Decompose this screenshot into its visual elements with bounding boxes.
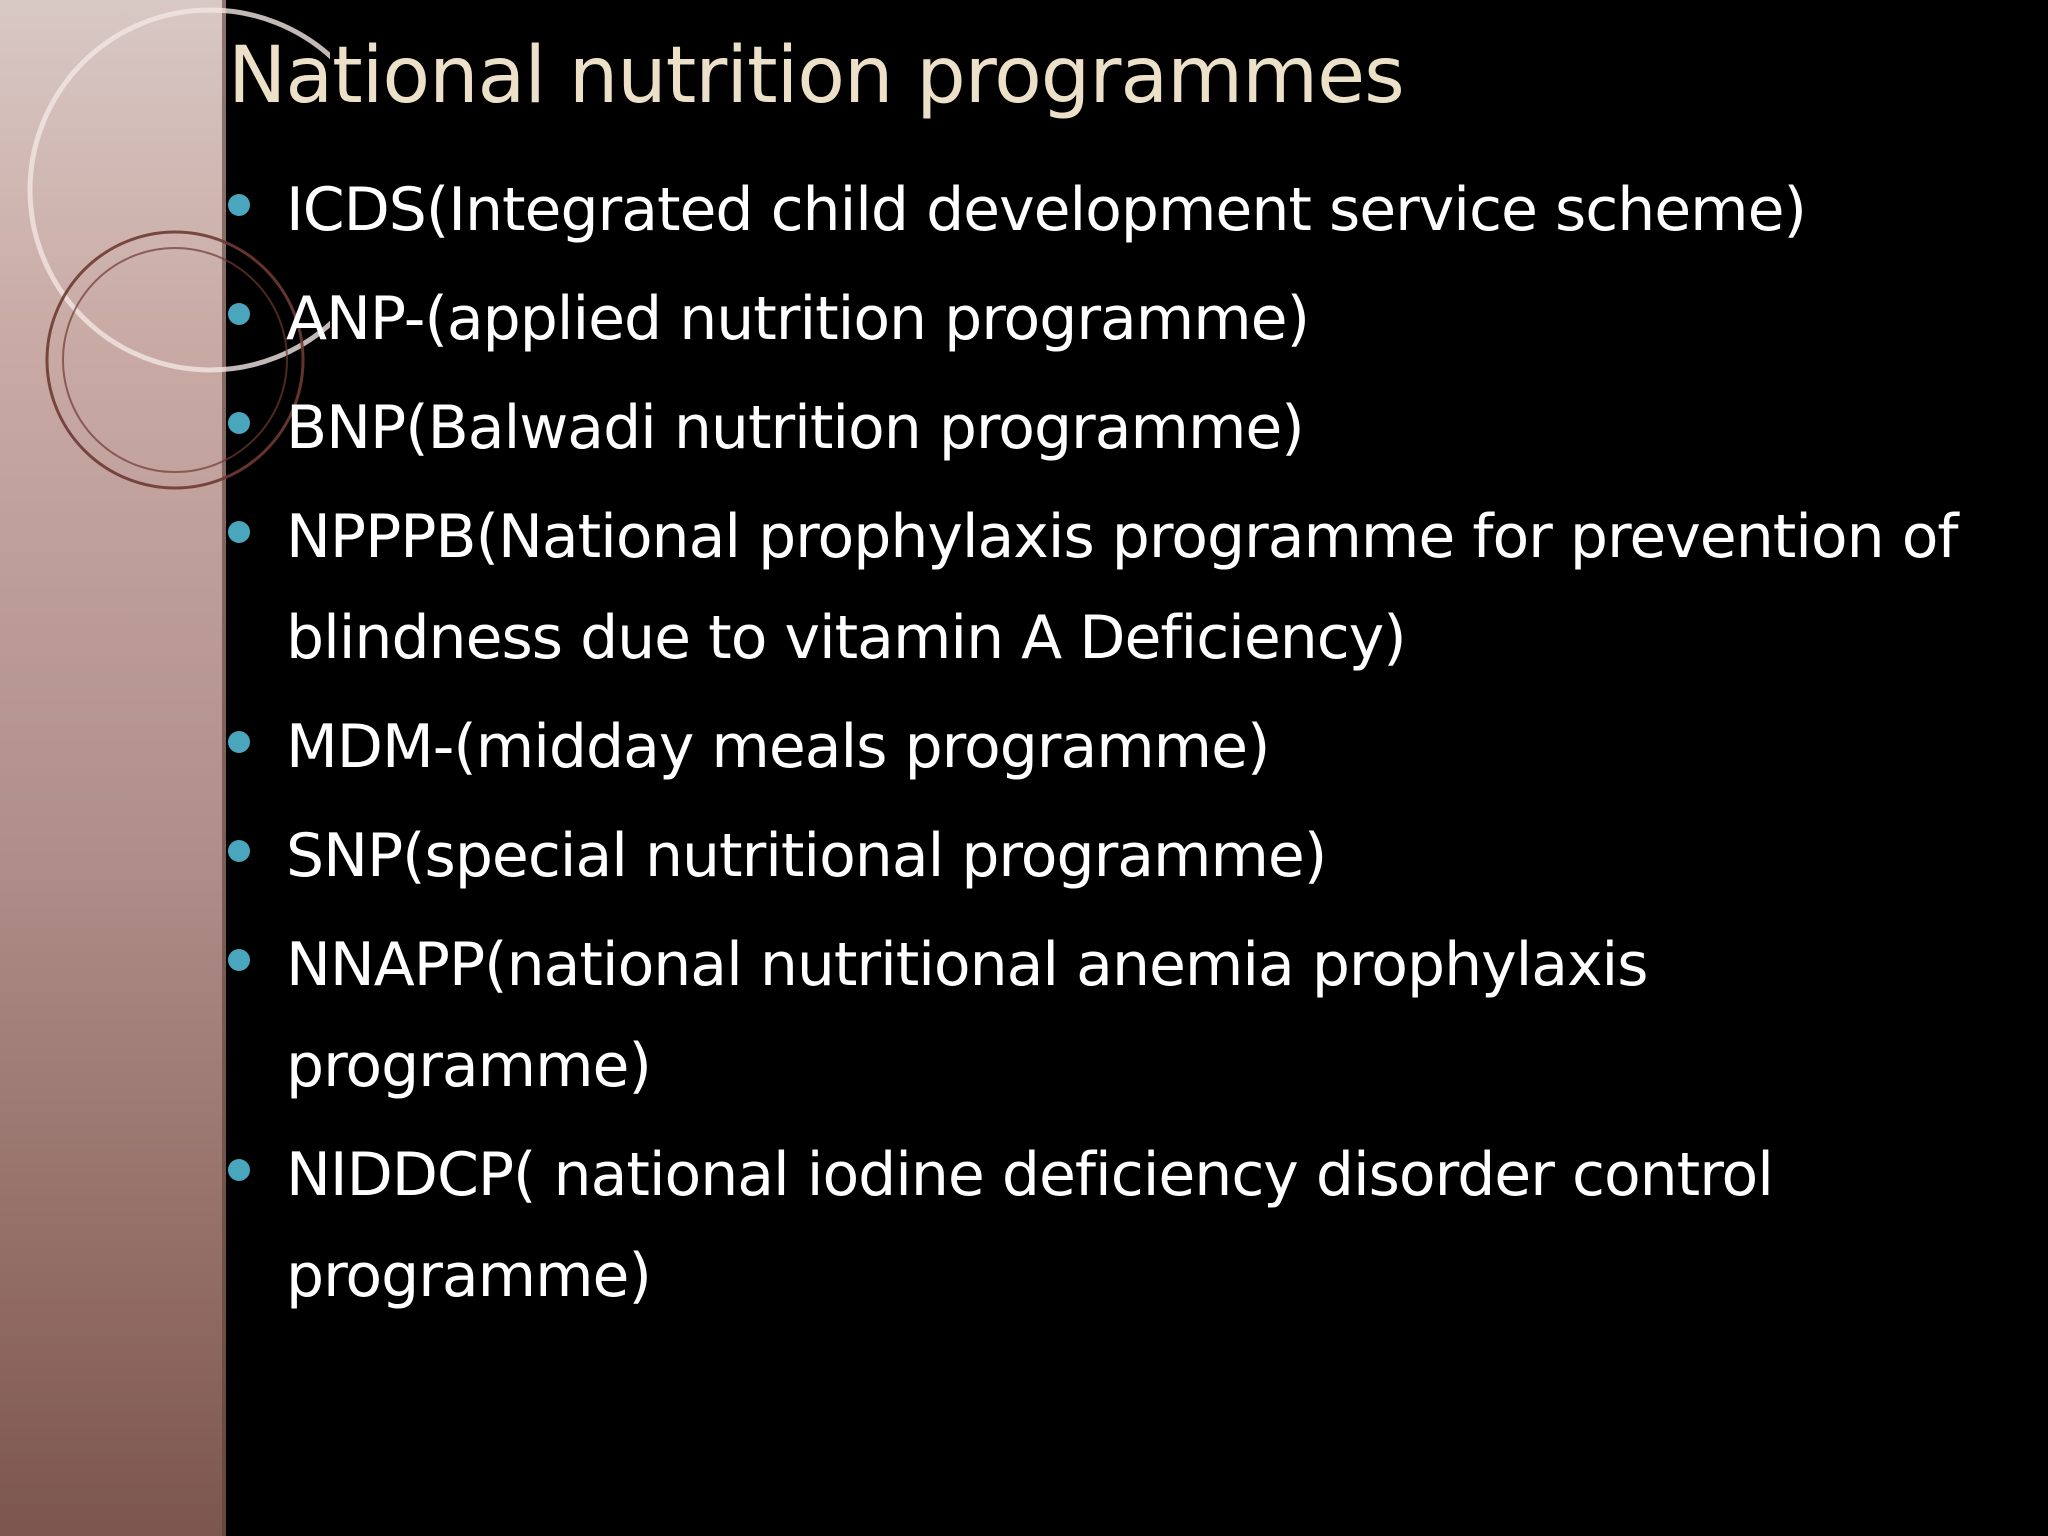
bullet-dot-icon bbox=[228, 303, 250, 325]
bullet-dot-icon bbox=[228, 194, 250, 216]
bullet-dot-icon bbox=[228, 840, 250, 862]
list-item bbox=[228, 378, 2018, 479]
bullet-list bbox=[228, 160, 2018, 1335]
slide-title: National nutrition programmes bbox=[228, 31, 1404, 121]
bullet-dot-icon bbox=[228, 949, 250, 971]
list-item bbox=[228, 915, 2018, 1117]
list-item bbox=[228, 697, 2018, 798]
list-item bbox=[228, 1125, 2018, 1327]
bullet-text: NIDDCP( national iodine deficiency disorder control programme) bbox=[286, 1140, 1773, 1311]
bullet-dot-icon bbox=[228, 521, 250, 543]
bullet-text: ICDS(Integrated child development service scheme) bbox=[286, 175, 1806, 245]
bullet-dot-icon bbox=[228, 1159, 250, 1181]
bullet-text: MDM-(midday meals programme) bbox=[286, 712, 1270, 782]
bullet-text: NPPPB(National prophylaxis programme for prevention of blindness due to vitamin A Deficiency) bbox=[286, 502, 1958, 673]
list-item bbox=[228, 160, 2018, 261]
list-item bbox=[228, 269, 2018, 370]
bullet-text: BNP(Balwadi nutrition programme) bbox=[286, 393, 1304, 463]
bullet-dot-icon bbox=[228, 731, 250, 753]
bullet-text: NNAPP(national nutritional anemia prophylaxis programme) bbox=[286, 930, 1648, 1101]
list-item bbox=[228, 487, 2018, 689]
list-item bbox=[228, 806, 2018, 907]
bullet-text: SNP(special nutritional programme) bbox=[286, 821, 1327, 891]
bullet-text: ANP-(applied nutrition programme) bbox=[286, 284, 1310, 354]
bullet-dot-icon bbox=[228, 412, 250, 434]
